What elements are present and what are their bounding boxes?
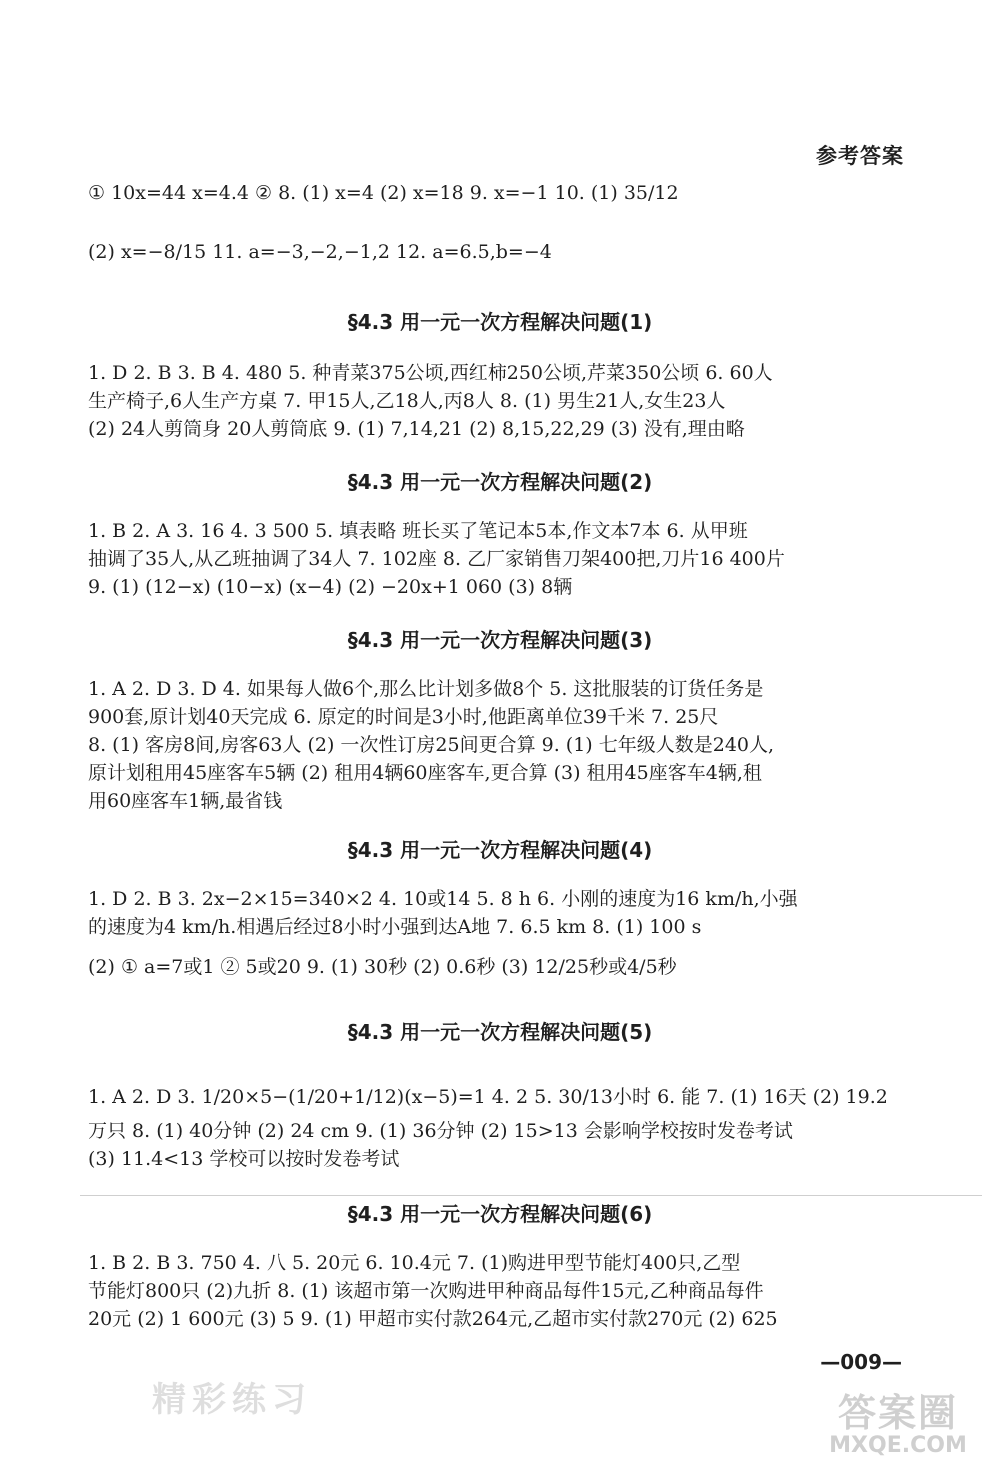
answer-line: 用60座客车1辆,最省钱: [88, 790, 283, 812]
answer-line: 抽调了35人,从乙班抽调了34人 7. 102座 8. 乙厂家销售刀架400把,刀片16 400片: [88, 548, 785, 570]
answer-line: ① 10x=44 x=4.4 ② 8. (1) x=4 (2) x=18 9. x=−1 10. (1) 35/12: [88, 182, 679, 204]
watermark-logo: [808, 1392, 988, 1462]
section-heading: §4.3 用一元一次方程解决问题(5): [347, 1020, 653, 1044]
answer-line: 万只 8. (1) 40分钟 (2) 24 cm 9. (1) 36分钟 (2) 15>13 会影响学校按时发卷考试: [88, 1120, 793, 1142]
answer-line: 1. A 2. D 3. D 4. 如果每人做6个,那么比计划多做8个 5. 这批服装的订货任务是: [88, 678, 764, 700]
answer-line: 1. B 2. A 3. 16 4. 3 500 5. 填表略 班长买了笔记本5本,作文本7本 6. 从甲班: [88, 520, 748, 542]
answer-line: 节能灯800只 (2)九折 8. (1) 该超市第一次购进甲种商品每件15元,乙种商品每件: [88, 1280, 764, 1302]
answer-line: 原计划租用45座客车5辆 (2) 租用4辆60座客车,更合算 (3) 租用45座客车4辆,租: [88, 762, 762, 784]
watermark-logo-url: MXQE.COM: [829, 1433, 967, 1458]
answer-line: (2) 24人剪筒身 20人剪筒底 9. (1) 7,14,21 (2) 8,15,22,29 (3) 没有,理由略: [88, 418, 745, 440]
section-heading: §4.3 用一元一次方程解决问题(1): [347, 310, 653, 334]
page-header-label: 参考答案: [816, 144, 904, 168]
answer-line: 8. (1) 客房8间,房客63人 (2) 一次性订房25间更合算 9. (1) 七年级人数是240人,: [88, 734, 775, 756]
watermark-text: 精彩练习: [152, 1380, 312, 1420]
answer-line: 的速度为4 km/h.相遇后经过8小时小强到达A地 7. 6.5 km 8. (1) 100 s: [88, 916, 702, 938]
answer-line: 1. B 2. B 3. 750 4. 八 5. 20元 6. 10.4元 7. (1)购进甲型节能灯400只,乙型: [88, 1252, 741, 1274]
divider: [80, 1195, 982, 1196]
answer-line: (2) x=−8/15 11. a=−3,−2,−1,2 12. a=6.5,b=−4: [88, 241, 552, 263]
answer-line: 900套,原计划40天完成 6. 原定的时间是3小时,他距离单位39千米 7. 25尺: [88, 706, 719, 728]
page-number: —009—: [820, 1350, 902, 1374]
watermark-logo-title: 答案圈: [837, 1391, 958, 1435]
section-heading: §4.3 用一元一次方程解决问题(6): [347, 1202, 653, 1226]
section-heading: §4.3 用一元一次方程解决问题(4): [347, 838, 653, 862]
answer-line: 1. D 2. B 3. B 4. 480 5. 种青菜375公顷,西红柿250公顷,芹菜350公顷 6. 60人: [88, 362, 773, 384]
answer-line: (3) 11.4<13 学校可以按时发卷考试: [88, 1148, 400, 1170]
section-heading: §4.3 用一元一次方程解决问题(3): [347, 628, 653, 652]
section-heading: §4.3 用一元一次方程解决问题(2): [347, 470, 653, 494]
answer-line: 9. (1) (12−x) (10−x) (x−4) (2) −20x+1 060 (3) 8辆: [88, 576, 573, 598]
answer-line: 1. A 2. D 3. 1/20×5−(1/20+1/12)(x−5)=1 4. 2 5. 30/13小时 6. 能 7. (1) 16天 (2) 19.2: [88, 1086, 888, 1108]
answer-line: (2) ① a=7或1 ② 5或20 9. (1) 30秒 (2) 0.6秒 (3) 12/25秒或4/5秒: [88, 956, 677, 978]
answer-line: 20元 (2) 1 600元 (3) 5 9. (1) 甲超市实付款264元,乙超市实付款270元 (2) 625: [88, 1308, 778, 1330]
answer-line: 1. D 2. B 3. 2x−2×15=340×2 4. 10或14 5. 8 h 6. 小刚的速度为16 km/h,小强: [88, 888, 798, 910]
answer-line: 生产椅子,6人生产方桌 7. 甲15人,乙18人,丙8人 8. (1) 男生21人,女生23人: [88, 390, 726, 412]
